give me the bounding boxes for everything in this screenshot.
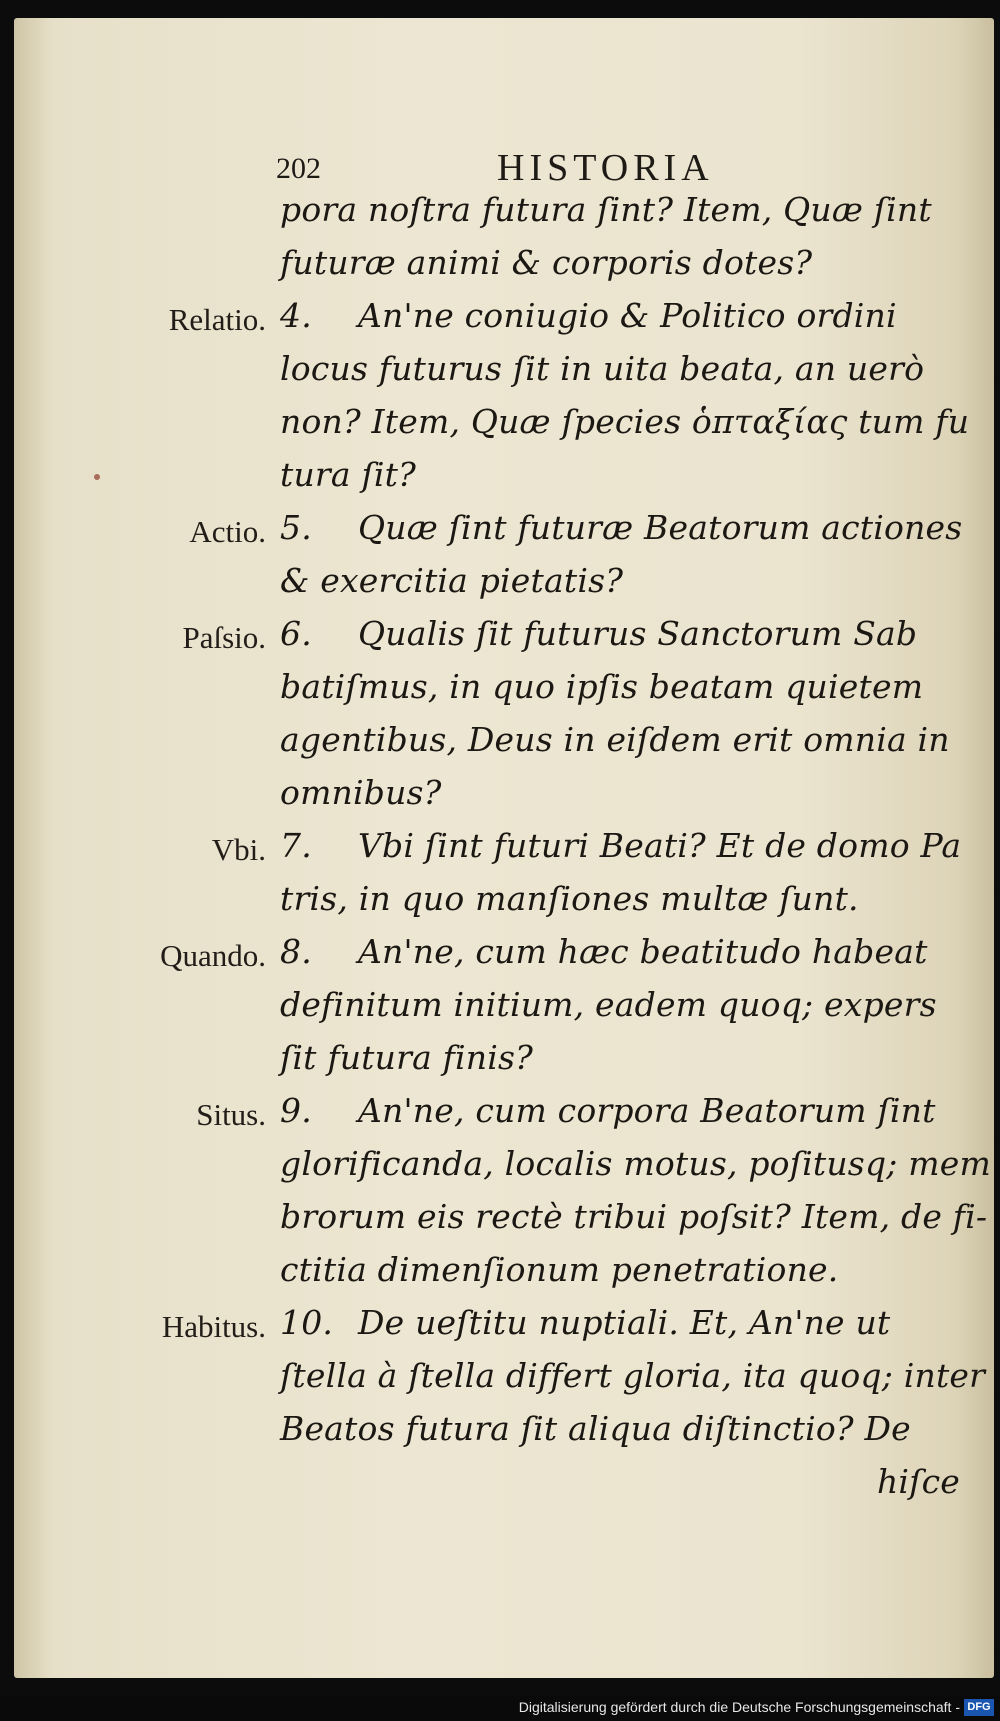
line-body: locus futurus ſit in uita beata, an uerò xyxy=(280,349,925,388)
line-body: batiſmus, in quo ipſis beatam quietem xyxy=(280,667,924,706)
text-line xyxy=(14,1250,994,1302)
line-text xyxy=(280,614,980,653)
text-line xyxy=(14,1303,994,1355)
text-line xyxy=(14,243,994,295)
item-number: 7. xyxy=(280,826,312,865)
line-text xyxy=(280,561,980,600)
line-body: An'ne, cum corpora Beatorum ſint xyxy=(358,1091,936,1130)
line-body: non? Item, Quæ ſpecies ὁπταξίας tum fu xyxy=(280,402,970,441)
footer-credit: Digitalisierung gefördert durch die Deutsche Forschungsgemeinschaft - xyxy=(518,1699,960,1715)
line-text xyxy=(280,773,980,812)
line-text xyxy=(280,1303,980,1342)
text-line xyxy=(14,508,994,560)
line-text xyxy=(280,1144,991,1183)
item-number: 9. xyxy=(280,1091,312,1130)
line-body: glorificanda, localis motus, poſitusq; mem xyxy=(280,1144,991,1183)
line-text xyxy=(280,1356,986,1395)
line-body: brorum eis rectè tribui poſsit? Item, de fi- xyxy=(280,1197,988,1236)
line-body: Quæ ſint futuræ Beatorum actiones xyxy=(358,508,963,547)
line-body: ctitia dimenſionum penetratione. xyxy=(280,1250,839,1289)
line-text xyxy=(280,455,980,494)
line-body: Qualis ſit futurus Sanctorum Sab xyxy=(358,614,918,653)
line-text xyxy=(280,243,980,282)
catchword-line xyxy=(14,1462,994,1514)
line-body: An'ne, cum hæc beatitudo habeat xyxy=(358,932,928,971)
text-line xyxy=(14,296,994,348)
line-text xyxy=(280,402,980,441)
item-number: 10. xyxy=(280,1303,334,1342)
text-line xyxy=(14,1038,994,1090)
margin-label: Quando. xyxy=(160,938,266,973)
page-number: 202 xyxy=(276,152,321,185)
text-line xyxy=(14,985,994,1037)
line-body: futuræ animi & corporis dotes? xyxy=(280,243,813,282)
item-number: 8. xyxy=(280,932,312,971)
footer-bar xyxy=(0,1696,1000,1721)
text-line xyxy=(14,190,994,242)
line-text xyxy=(280,508,980,547)
line-body: pora noſtra futura ſint? Item, Quæ ſint xyxy=(280,190,932,229)
text-line xyxy=(14,773,994,825)
line-text xyxy=(280,1091,980,1130)
margin-label: Situs. xyxy=(196,1097,266,1132)
text-line xyxy=(14,720,994,772)
line-body: An'ne coniugio & Politico ordini xyxy=(358,296,897,335)
catchword: hiſce xyxy=(876,1462,960,1501)
text-line xyxy=(14,1356,994,1408)
line-text xyxy=(280,826,980,865)
line-text xyxy=(280,985,980,1024)
line-body: Beatos futura ſit aliqua diſtinctio? De xyxy=(280,1409,911,1448)
line-text xyxy=(280,190,980,229)
text-line xyxy=(14,455,994,507)
item-number: 4. xyxy=(280,296,312,335)
line-body: De ueſtitu nuptiali. Et, An'ne ut xyxy=(358,1303,891,1342)
line-body: agentibus, Deus in eiſdem erit omnia in xyxy=(280,720,950,759)
line-body: ſit futura finis? xyxy=(280,1038,534,1077)
margin-label: Relatio. xyxy=(168,302,266,337)
line-body: ſtella à ſtella differt gloria, ita quoq; inter xyxy=(280,1356,986,1395)
margin-label: Vbi. xyxy=(211,832,266,867)
line-text xyxy=(280,1038,980,1077)
text-line xyxy=(14,1091,994,1143)
line-text xyxy=(280,296,980,335)
line-body: Vbi ſint futuri Beati? Et de domo Pa xyxy=(358,826,962,865)
line-text xyxy=(280,667,980,706)
margin-label: Paſsio. xyxy=(182,620,266,655)
line-body: omnibus? xyxy=(280,773,442,812)
text-line xyxy=(14,1144,994,1196)
line-body: & exercitia pietatis? xyxy=(280,561,624,600)
margin-label: Actio. xyxy=(189,514,266,549)
item-number: 6. xyxy=(280,614,312,653)
text-line xyxy=(14,614,994,666)
line-body: definitum initium, eadem quoq; expers xyxy=(280,985,937,1024)
text-line xyxy=(14,667,994,719)
text-line xyxy=(14,1409,994,1461)
text-line xyxy=(14,879,994,931)
line-text xyxy=(280,1409,980,1448)
dfg-logo: DFG xyxy=(964,1699,994,1716)
item-number: 5. xyxy=(280,508,312,547)
line-text xyxy=(280,932,980,971)
page-header xyxy=(14,146,994,192)
line-text xyxy=(280,1250,980,1289)
running-head: HISTORIA xyxy=(497,147,714,189)
book-page xyxy=(14,18,994,1678)
line-text xyxy=(280,1197,988,1236)
text-line xyxy=(14,349,994,401)
text-line xyxy=(14,826,994,878)
text-line xyxy=(14,561,994,613)
line-body: tris, in quo manſiones multæ ſunt. xyxy=(280,879,859,918)
line-text xyxy=(280,720,980,759)
line-text xyxy=(280,349,980,388)
margin-label: Habitus. xyxy=(161,1309,266,1344)
text-line xyxy=(14,932,994,984)
line-text xyxy=(280,879,980,918)
text-line xyxy=(14,1197,994,1249)
text-line xyxy=(14,402,994,454)
line-body: tura ſit? xyxy=(280,455,416,494)
